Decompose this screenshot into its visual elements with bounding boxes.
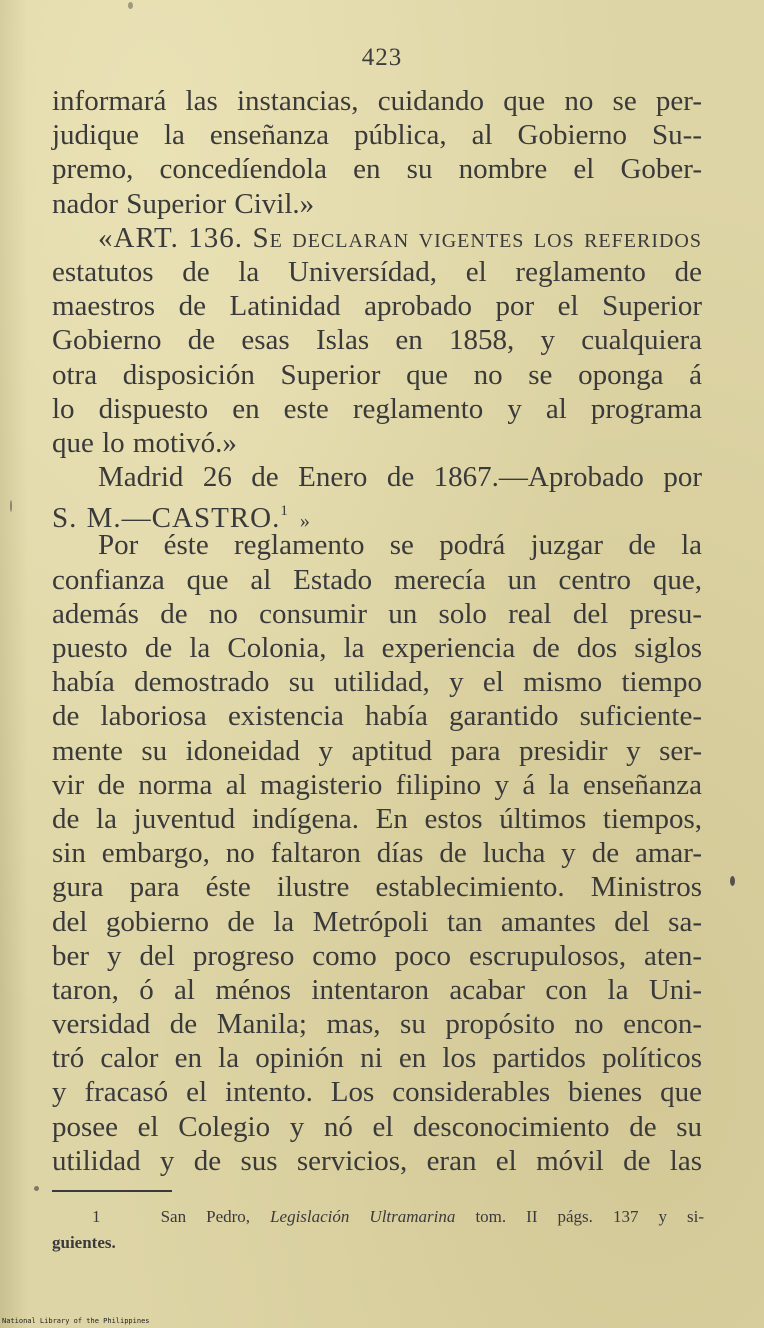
text-line: tró calor en la opinión ni en los partidos políticos <box>52 1042 702 1075</box>
library-credit: National Library of the Philippines <box>2 1317 150 1325</box>
text-line: que lo motivó.» <box>52 426 237 459</box>
footnote-author: San Pedro, <box>160 1207 251 1226</box>
text-line: además de no consumir un solo real del presu- <box>52 597 702 630</box>
text-line: taron, ó al ménos intentaron acabar con la Uni- <box>52 973 702 1006</box>
article-136-line <box>52 221 702 255</box>
paper-speck <box>730 876 735 886</box>
text-line: de laboriosa existencia había garantido suficiente- <box>52 700 702 733</box>
text-line: vir de norma al magisterio filipino y á la enseñanza <box>52 768 702 801</box>
footnote-title: Legislación Ultramarina <box>270 1207 456 1226</box>
footnote-divider <box>52 1190 172 1192</box>
text-line: Gobierno de esas Islas en 1858, y cualquiera <box>52 324 702 357</box>
paper-speck <box>10 500 12 512</box>
text-line: sin embargo, no faltaron días de lucha y de amar- <box>52 837 702 870</box>
text-line: mente su idoneidad y aptitud para presidir y ser- <box>52 734 702 767</box>
footnote <box>52 1204 704 1256</box>
text-line: y fracasó el intento. Los considerables bienes que <box>52 1076 702 1109</box>
text-line: nador Superior Civil.» <box>52 187 315 220</box>
paper-speck <box>34 1186 39 1191</box>
signature-text: S. M.—CASTRO. <box>52 502 281 535</box>
dateline: Madrid 26 de Enero de 1867.—Aprobado por <box>98 461 702 494</box>
page-number: 423 <box>361 44 403 71</box>
text-line: ber y del progreso como poco escrupulosos, aten- <box>52 939 702 972</box>
text-line: estatutos de la Universídad, el reglamento de <box>52 255 702 288</box>
footnote-reference: 1 <box>280 503 288 520</box>
text-line: de la juventud indígena. En estos últimos tiempos, <box>52 802 702 835</box>
footnote-reference-detail: tom. II págs. 137 y si- <box>475 1207 705 1226</box>
text-line: versidad de Manila; mas, su propósito no encon- <box>52 1008 702 1041</box>
text-line: puesto de la Colonia, la experiencia de dos siglos <box>52 632 702 664</box>
signature-line <box>52 494 702 535</box>
closing-quote: » <box>299 510 310 533</box>
body-text <box>52 84 702 1178</box>
text-line: del gobierno de la Metrópoli tan amantes del sa- <box>52 905 702 938</box>
text-line: gura para éste ilustre establecimiento. Ministros <box>52 871 702 904</box>
footnote-line <box>52 1204 704 1230</box>
text-line: confianza que al Estado merecía un centro que, <box>52 563 702 596</box>
footnote-continuation: guientes. <box>52 1233 116 1252</box>
text-line: había demostrado su utilidad, y el mismo tiempo <box>52 666 702 699</box>
paragraph-start: Por éste reglamento se podrá juzgar de la <box>98 529 702 562</box>
text-line: utilidad y de sus servicios, eran el móvil de las <box>52 1144 702 1177</box>
text-line: premo, concedíendola en su nombre el Gober- <box>52 153 702 186</box>
text-line: posee el Colegio y nó el desconocimiento de su <box>52 1110 702 1143</box>
article-label: «ART. 136. Se declaran vigentes los referidos <box>98 221 702 254</box>
text-line: otra disposición Superior que no se oponga á <box>52 358 702 391</box>
paper-speck <box>128 2 133 9</box>
text-line: informará las instancias, cuidando que no se per- <box>52 85 702 117</box>
text-line: maestros de Latinidad aprobado por el Superior <box>52 290 702 323</box>
footnote-number: 1 <box>92 1207 101 1226</box>
text-line: lo dispuesto en este reglamento y al programa <box>52 392 702 425</box>
text-line: judique la enseñanza pública, al Gobierno Su-- <box>52 119 702 152</box>
